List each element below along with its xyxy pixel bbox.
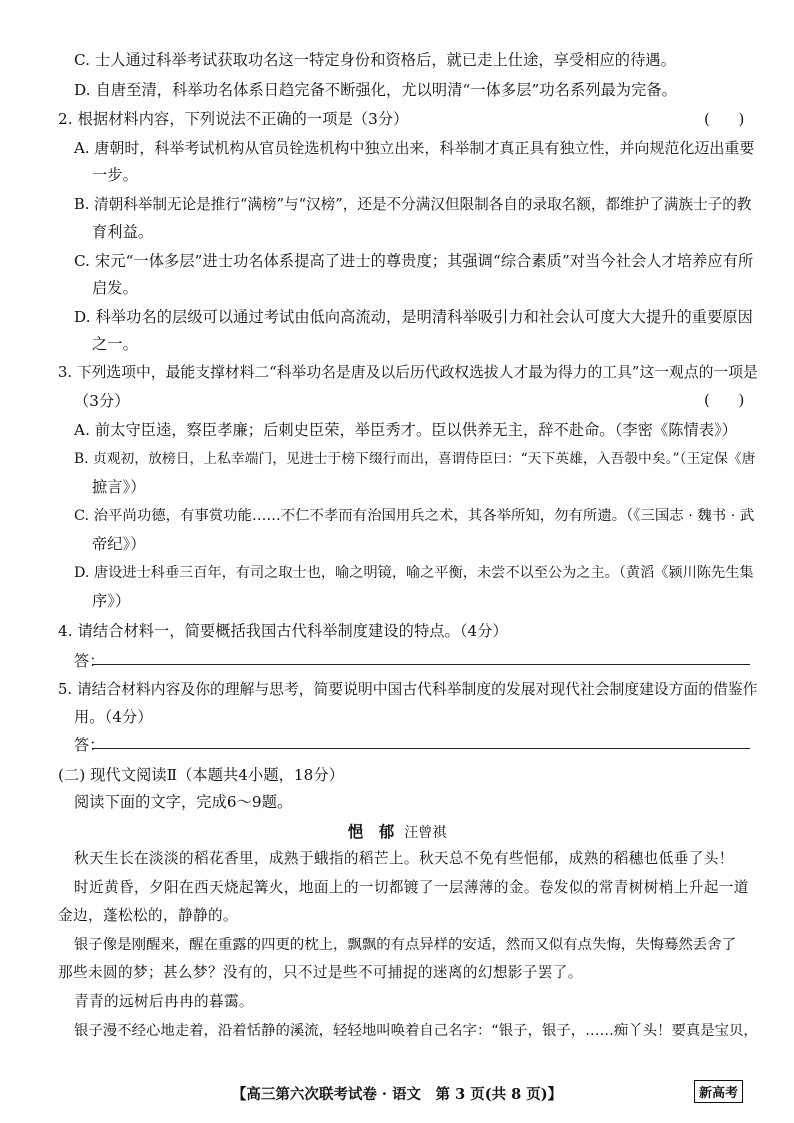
story-paragraph-3-cont: 那些未圆的梦；甚么梦？没有的，只不过是些不可捕捉的迷离的幻想影子罢了。 [58,964,583,981]
q3-answer-paren[interactable]: ( ) [704,391,745,409]
story-paragraph-3: 银子像是刚醒来，醒在重露的四更的枕上，飘飘的有点异样的安适，然而又似有点失悔，失悔蓦然丢舍了 [74,937,736,953]
edition-badge: 新高考 [694,1080,743,1103]
q5-stem: 5. 请结合材料内容及你的理解与思考，简要说明中国古代科举制度的发展对现代社会制度建设方面的借鉴作 [58,681,758,698]
q3-stem: 3. 下列选项中，最能支撑材料二“科举功名是唐及以后历代政权选拔人才最为得力的工具”这一观点的一项是 [58,364,758,381]
q2-option-d-cont: 之一。 [92,335,138,353]
q1-option-c: C. 士人通过科举考试获取功名这一特定身份和资格后，就已走上仕途，享受相应的待遇。 [74,51,676,69]
story-paragraph-2-cont: 金边，蓬松松的，静静的。 [58,907,238,924]
story-paragraph-2: 时近黄昏，夕阳在西天烧起篝火，地面上的一切都镀了一层薄薄的金。卷发似的常青树树梢上升起一道 [74,879,749,896]
q4-answer-label: 答： [74,652,105,670]
q3-option-d-cont: 序》） [92,592,131,610]
reading-instruction: 阅读下面的文字，完成6～9题。 [74,793,293,811]
q2-option-b-cont: 育利益。 [92,223,154,241]
q2-answer-paren[interactable]: ( ) [704,110,745,128]
q2-option-a-cont: 一步。 [92,166,138,184]
q3-option-a: A. 前太守臣逵，察臣孝廉；后刺史臣荣，举臣秀才。臣以供养无主，辞不赴命。（李密《陈情表》） [74,421,738,439]
q5-stem-cont: 用。（4分） [74,708,153,726]
section-heading: (二) 现代文阅读Ⅱ（本题共4小题，18分） [58,766,345,784]
page-footer: 【高三第六次联考试卷 · 语文 第 3 页(共 8 页)】 [231,1086,563,1103]
q2-stem: 2. 根据材料内容，下列说法不正确的一项是（3分） [58,110,409,128]
q5-answer-line[interactable] [92,748,750,749]
q3-option-c: C. 治平尚功德，有事赏功能……不仁不孝而有治国用兵之术，其各举所知，勿有所遗。（《三国志 · 魏书 · 武 [74,508,755,524]
q4-answer-line[interactable] [92,664,750,665]
q3-option-b: B. 贞观初，放榜日，上私幸端门，见进士于榜下缀行而出，喜谓侍臣曰：“天下英雄，入吾彀中矣。”（王定保《唐 [74,451,756,467]
story-author: 汪曾祺 [404,825,447,841]
q1-option-d: D. 自唐至清，科举功名体系日趋完备不断强化，尤以明清“一体多层”功名系列最为完备。 [74,81,677,99]
story-paragraph-1: 秋天生长在淡淡的稻花香里，成熟于蛾指的稻芒上。秋天总不免有些悒郁，成熟的稻穗也低垂了头！ [74,850,734,867]
q3-stem-cont: （3分） [74,392,130,410]
story-paragraph-5: 银子漫不经心地走着，沿着恬静的溪流，轻轻地叫唤着自己名字：“银子，银子，……痴丫头！要真是宝贝， [74,1023,758,1039]
q3-option-c-cont: 帝纪》） [92,535,146,553]
q3-option-d: D. 唐设进士科垂三百年，有司之取士也，喻之明镜，喻之平衡，未尝不以至公为之主。（黄滔《颍川陈先生集 [74,565,754,581]
q2-option-d: D. 科举功名的层级可以通过考试由低向高流动，是明清科举吸引力和社会认可度大大提升的重要原因 [74,308,753,326]
story-title: 悒 郁 [347,822,395,841]
q2-option-c: C. 宋元“一体多层”进士功名体系提高了进士的尊贵度；其强调“综合素质”对当今社会人才培养应有所 [74,252,754,270]
q3-option-b-cont: 摭言》） [92,478,146,496]
story-paragraph-4: 青青的远树后冉冉的暮霭。 [74,993,254,1010]
q2-option-b: B. 清朝科举制无论是推行“满榜”与“汉榜”，还是不分满汉但限制各自的录取名额，都维护了满族士子的教 [74,196,752,213]
q2-option-a: A. 唐朝时，科举考试机构从官员铨选机构中独立出来，科举制才真正具有独立性，并向规范化迈出重要 [74,139,755,157]
q5-answer-label: 答： [74,736,105,754]
q2-option-c-cont: 启发。 [92,279,138,297]
story-title-row [0,820,794,842]
q4-stem: 4. 请结合材料一，简要概括我国古代科举制度建设的特点。（4分） [58,622,508,640]
